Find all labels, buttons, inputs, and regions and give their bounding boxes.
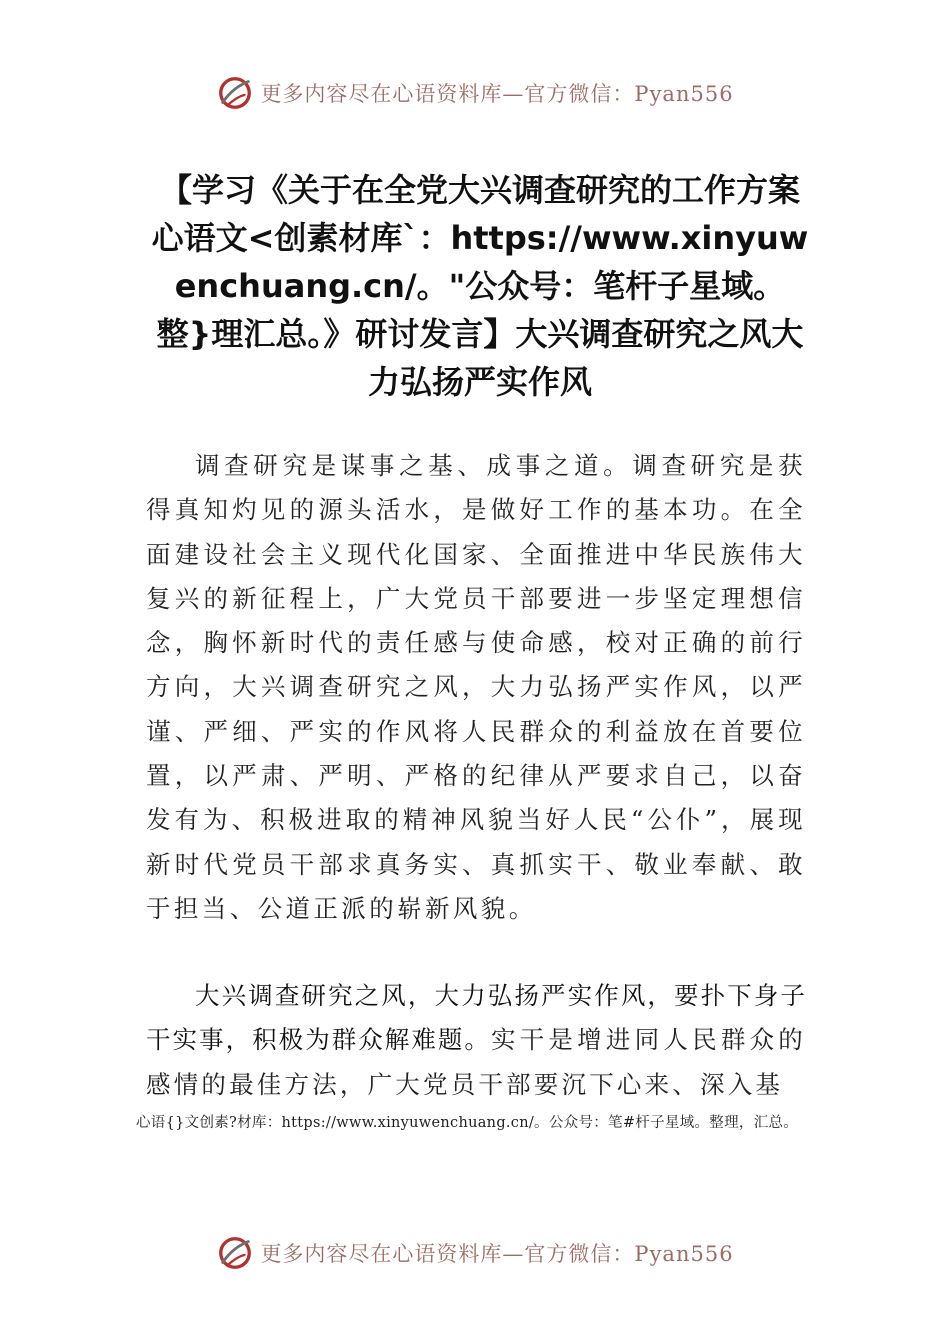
- body-paragraph-2: [146, 974, 806, 1102]
- footer-banner-text: 更多内容尽在心语资料库—官方微信：Pyan556: [260, 1242, 734, 1266]
- brand-logo-icon: [216, 74, 254, 112]
- paragraph-2-lead-sentence: 大兴调查研究之风，大力弘扬严实作风，要扑下身子干实事，积极为群众解难题。: [146, 981, 806, 1055]
- document-title: 【学习《关于在全党大兴调查研究的工作方案心语文<创素材库`：https://www.xinyuwenchuang.cn/。"公众号：笔杆子星域。整}理汇总。》研讨发言】大兴调查研究之风大力弘扬严实作风: [151, 171, 809, 401]
- brand-logo-icon: [216, 1234, 254, 1272]
- header-banner-text: 更多内容尽在心语资料库—官方微信：Pyan556: [260, 82, 734, 106]
- source-note: 心语{}文创素?材库：https://www.xinyuwenchuang.cn/。公众号：笔#杆子星域。整理，汇总。: [136, 1115, 799, 1131]
- header-banner: [0, 68, 950, 118]
- paragraph-2-text: 实干是增进同人民群众的感情的最佳方法，广大党员干部要沉下心来、深入基: [146, 1025, 806, 1099]
- body-paragraph-1: 调查研究是谋事之基、成事之道。调查研究是获得真知灼见的源头活水，是做好工作的基本功。在全面建设社会主义现代化国家、全面推进中华民族伟大复兴的新征程上，广大党员干部要进一步坚定理想信念，胸怀新时代的责任感与使命感，校对正确的前行方向，大兴调查研究之风，大力弘扬严实作风，以严谨、严细、严实的作风将人民群众的利益放在首要位置，以严肃、严明、严格的纪律从严要求自己，以奋发有为、积极进取的精神风貌当好人民“公仆”，展现新时代党员干部求真务实、真抓实干、敬业奉献、敢于担当、公道正派的崭新风貌。: [146, 451, 806, 923]
- footer-banner: [0, 1228, 950, 1278]
